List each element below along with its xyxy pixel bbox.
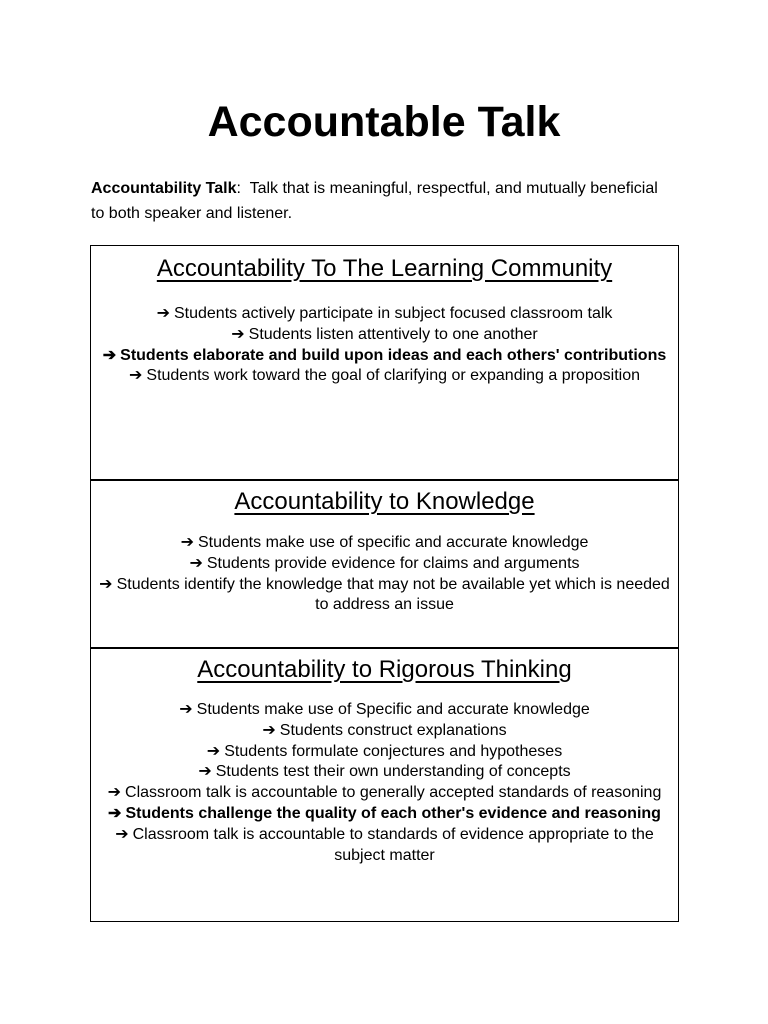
arrow-icon: ➔ <box>102 346 117 364</box>
list-item-text: Students work toward the goal of clarifying or expanding a proposition <box>146 367 641 385</box>
list-item <box>99 721 670 742</box>
accountability-table <box>90 245 679 922</box>
page-title: Accountable Talk <box>207 98 561 146</box>
list-item <box>99 783 670 804</box>
arrow-icon: ➔ <box>231 325 245 343</box>
list-item <box>99 825 670 867</box>
section-heading: Accountability To The Learning Community <box>156 255 613 282</box>
bullet-list <box>91 304 678 387</box>
list-item <box>99 742 670 763</box>
arrow-icon: ➔ <box>179 701 193 718</box>
section-learning-community <box>91 246 678 481</box>
section-heading: Accountability to Knowledge <box>234 488 535 515</box>
list-item <box>99 700 670 721</box>
list-item-text: Students make use of Specific and accurate knowledge <box>196 701 590 718</box>
list-item <box>99 346 670 367</box>
bullet-list <box>91 533 678 616</box>
list-item <box>99 325 670 346</box>
list-item-text: Students make use of specific and accurate knowledge <box>197 534 589 551</box>
list-item <box>99 575 670 617</box>
list-item-text: Students formulate conjectures and hypotheses <box>224 742 563 760</box>
arrow-icon: ➔ <box>108 804 122 822</box>
arrow-icon: ➔ <box>206 742 221 760</box>
definition-text: Talk that is meaningful, respectful, and mutually beneficial to both speaker and listener. <box>91 180 658 222</box>
arrow-icon: ➔ <box>107 784 122 802</box>
arrow-icon: ➔ <box>198 763 212 781</box>
list-item <box>99 304 670 325</box>
list-item-text: Classroom talk is accountable to standards of evidence appropriate to the subject matter <box>132 825 654 864</box>
arrow-icon: ➔ <box>262 721 276 739</box>
section-knowledge <box>91 481 678 649</box>
list-item-text: Students listen attentively to one another <box>248 325 538 343</box>
list-item-text: Students construct explanations <box>279 721 507 739</box>
list-item-text: Students elaborate and build upon ideas and each others' contributions <box>120 346 667 364</box>
bullet-list <box>91 700 678 866</box>
list-item <box>99 554 670 575</box>
arrow-icon: ➔ <box>128 367 143 385</box>
section-rigorous-thinking <box>91 649 678 921</box>
list-item-text: Students challenge the quality of each other's evidence and reasoning <box>125 804 661 822</box>
arrow-icon: ➔ <box>180 534 194 551</box>
list-item-text: Students test their own understanding of concepts <box>215 763 571 781</box>
definition-separator: : <box>236 180 241 197</box>
list-item-text: Students identify the knowledge that may not be available yet which is needed to address an issue <box>116 575 670 614</box>
arrow-icon: ➔ <box>99 575 113 593</box>
definition-term: Accountability Talk <box>91 180 237 197</box>
list-item-text: Students actively participate in subject focused classroom talk <box>173 305 613 322</box>
list-item <box>99 762 670 783</box>
arrow-icon: ➔ <box>189 554 203 572</box>
definition-paragraph <box>91 176 671 226</box>
list-item <box>99 533 670 554</box>
list-item <box>99 366 670 387</box>
list-item <box>99 804 670 825</box>
arrow-icon: ➔ <box>156 305 170 322</box>
arrow-icon: ➔ <box>115 825 129 843</box>
section-heading: Accountability to Rigorous Thinking <box>197 656 572 683</box>
list-item-text: Classroom talk is accountable to generally accepted standards of reasoning <box>125 784 662 802</box>
list-item-text: Students provide evidence for claims and arguments <box>206 554 580 572</box>
